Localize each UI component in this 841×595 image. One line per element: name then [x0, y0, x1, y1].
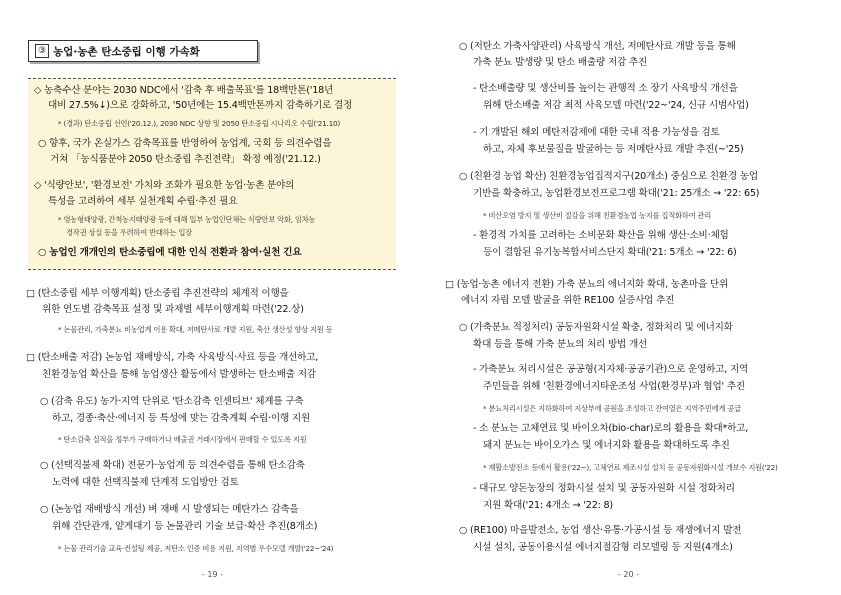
r-item-10-line-2: 지원 확대('21: 4개소 → '22: 8) — [483, 500, 613, 511]
section-title: 농업·농촌 탄소중립 이행 가속화 — [53, 46, 200, 58]
r-item-4-line-1: ○ (친환경 농업 확산) 친환경농업집적지구(20개소) 중심으로 친환경 농업 — [459, 171, 758, 182]
item-5-line-1: ○ (논농업 재배방식 개선) 벼 재배 시 발생되는 메탄가스 감축을 — [40, 504, 299, 515]
section-number: ③ — [35, 44, 49, 58]
summary-bullet-3-line-2: 특성을 고려하여 세부 실천계획 수립·추진 필요 — [48, 196, 238, 207]
summary-bullet-1-line-1: ◇ 농축수산 분야는 2030 NDC에서 '감축 후 배출목표'를 18백만톤('18년 — [34, 85, 334, 96]
r-item-7-line-2: 확대 등을 통해 가축 분뇨의 처리 방법 개선 — [473, 339, 648, 350]
item-2-line-1: □ (탄소배출 저감) 논농업 재배방식, 가축 사육방식·사료 등을 개선하고, — [26, 352, 319, 363]
item-4-line-1: ○ (선택직불제 확대) 전문가·농업계 등 의견수렴을 통해 탄소감축 — [40, 460, 305, 471]
r-item-3-line-2: 하고, 자체 후보물질을 발굴하는 등 저메탄사료 개발 추진(~'25) — [483, 144, 744, 155]
summary-bullet-2-line-2: 거쳐 「농식품분야 2050 탄소중립 추진전략」 확정 예정('21.12.) — [50, 154, 321, 165]
r-item-8-line-1: - 가축분뇨 처리시설은 공공형(지자체·공공기관)으로 운영하고, 지역 — [473, 364, 749, 375]
footnote-2-line-2: 경작권 상실 등을 우려하여 반대하는 입장 — [66, 228, 192, 237]
summary-bullet-3-line-1: ◇ '식량안보', '환경보전' 가치와 조화가 필요한 농업·농촌 분야의 — [34, 180, 295, 191]
r-item-5-line-1: - 환경적 가치를 고려하는 소비문화 확산을 위해 생산·소비·체험 — [473, 230, 729, 241]
r-item-10-line-1: - 대규모 양돈농장의 정화시설 설치 및 공동자원화 시설 정화처리 — [473, 483, 735, 494]
footnote-2-line-1: * 영농형태양광, 간척농지태양광 등에 대해 일부 농업인단체는 식량안보 악화, 임차농 — [58, 215, 316, 224]
page-19 — [22, 0, 417, 595]
item-1-line-1: □ (탄소중립 세부 이행계획) 탄소중립 추진전략의 체계적 이행을 — [26, 288, 289, 299]
page-number-20: - 20 - — [618, 570, 640, 579]
item-2-line-2: 친환경농업 확산을 통해 농업생산 활동에서 발생하는 탄소배출 저감 — [42, 369, 316, 380]
r-item-11-line-1: ○ (RE100) 마을발전소, 농업 생산·유통·가공시설 등 재생에너지 발전 — [459, 525, 742, 536]
r-item-8-line-2: 주민들을 위해 '친환경에너지타운조성 사업(환경부)과 협업' 추진 — [483, 381, 745, 392]
r-item-2-line-1: - 탄소배출량 및 생산비를 높이는 관행적 소 장기 사육방식 개선을 — [473, 83, 738, 94]
r-item-3-line-1: - 기 개발된 해외 메탄저감제에 대한 국내 적용 가능성을 검토 — [473, 127, 720, 138]
r-item-11-line-2: 시설 설치, 공동이용시설 에너지절감형 리모델링 등 지원(4개소) — [473, 542, 733, 553]
item-3-line-1: ○ (감축 유도) 농가·지역 단위로 '탄소감축 인센티브' 체계를 구축 — [40, 396, 304, 407]
r-item-5-line-2: 등이 결합된 유기농복합서비스단지 확대('21: 5개소 → '22: 6) — [483, 247, 737, 258]
r-item-4-line-2: 기반을 확충하고, 농업환경보전프로그램 확대('21: 25개소 → '22: 65) — [473, 188, 760, 199]
section-title-box — [28, 40, 258, 62]
r-item-2-line-2: 위해 탄소배출 저감 최적 사육모델 마련('22~'24, 신규 시범사업) — [483, 100, 749, 111]
r-item-1-line-2: 가축 분뇨 발생량 및 탄소 배출량 저감 추진 — [473, 57, 648, 68]
r-item-7-line-1: ○ (가축분뇨 적정처리) 공동자원화시설 확충, 정화처리 및 에너지화 — [459, 322, 733, 333]
item-3-line-2: 하고, 경종·축산·에너지 등 특성에 맞는 감축계획 수립·이행 지원 — [52, 413, 311, 424]
summary-bullet-4: ○ 농업인 개개인의 탄소중립에 대한 인식 전환과 참여·실천 긴요 — [38, 247, 302, 258]
footnote-6: * 비산오염 방지 및 생산비 절감을 위해 친환경농업 농지를 집적화하여 관리 — [483, 211, 712, 220]
r-item-9-line-2: 돼지 분뇨는 바이오가스 및 에너지화 활용을 확대하도록 추진 — [483, 440, 730, 451]
r-item-6-line-2: 에너지 자립 모델 발굴을 위한 RE100 실증사업 추진 — [461, 295, 675, 306]
r-item-1-line-1: ○ (저탄소 가축사양관리) 사육방식 개선, 저메탄사료 개발 등을 통해 — [459, 41, 736, 52]
r-item-6-line-1: □ (농업·농촌 에너지 전환) 가축 분뇨의 에너지화 확대, 농촌마을 단위 — [445, 279, 729, 290]
summary-bullet-1-line-2: 대비 27.5%↓)으로 강화하고, '50년에는 15.4백만톤까지 감축하기로 결정 — [48, 100, 353, 111]
summary-bullet-2-line-1: ○ 향후, 국가 온실가스 감축목표를 반영하여 농업계, 국회 등 의견수렴을 — [38, 138, 332, 149]
footnote-7: * 분뇨처리시설은 지하화하여 지상부에 공원을 조성하고 잔여열은 지역주민에게 공급 — [483, 404, 741, 413]
footnote-8: * 재활소발전소 등에서 활용('22~), 고체연료 제조시설 설치 등 공동자원화시설 개보수 지원('22) — [483, 463, 778, 472]
page-number-19: - 19 - — [202, 570, 224, 579]
page-20 — [443, 0, 823, 595]
item-1-line-2: 위한 연도별 감축목표 설정 및 과제별 세부이행계획 마련('22.상) — [42, 304, 304, 315]
item-5-line-2: 위해 간단관개, 얕게대기 등 논물관리 기술 보급·확산 추진(8개소) — [52, 521, 318, 532]
footnote-3: * 논물관리, 가축분뇨 비농업계 이용 확대, 저메탄사료 개발 지원, 축산 생산성 향상 지원 등 — [58, 325, 333, 334]
item-4-line-2: 노력에 대한 선택직불제 단계적 도입방안 검토 — [52, 477, 239, 488]
r-item-9-line-1: - 소 분뇨는 고체연료 및 바이오차(bio-char)로의 활용을 확대*하고, — [473, 423, 749, 434]
footnote-5: * 논물 관리기술 교육·컨설팅 제공, 저탄소 인증 비용 지원, 지역별 우수모델 개발('22~'24) — [58, 544, 334, 553]
footnote-1: * (경과) 탄소중립 선언('20.12.), 2030 NDC 상향 및 2050 탄소중립 시나리오 수립('21.10) — [58, 119, 341, 128]
footnote-4: * 탄소감축 실적을 정부가 구매하거나 배출권 거래시장에서 판매할 수 있도록 지원 — [58, 435, 307, 444]
